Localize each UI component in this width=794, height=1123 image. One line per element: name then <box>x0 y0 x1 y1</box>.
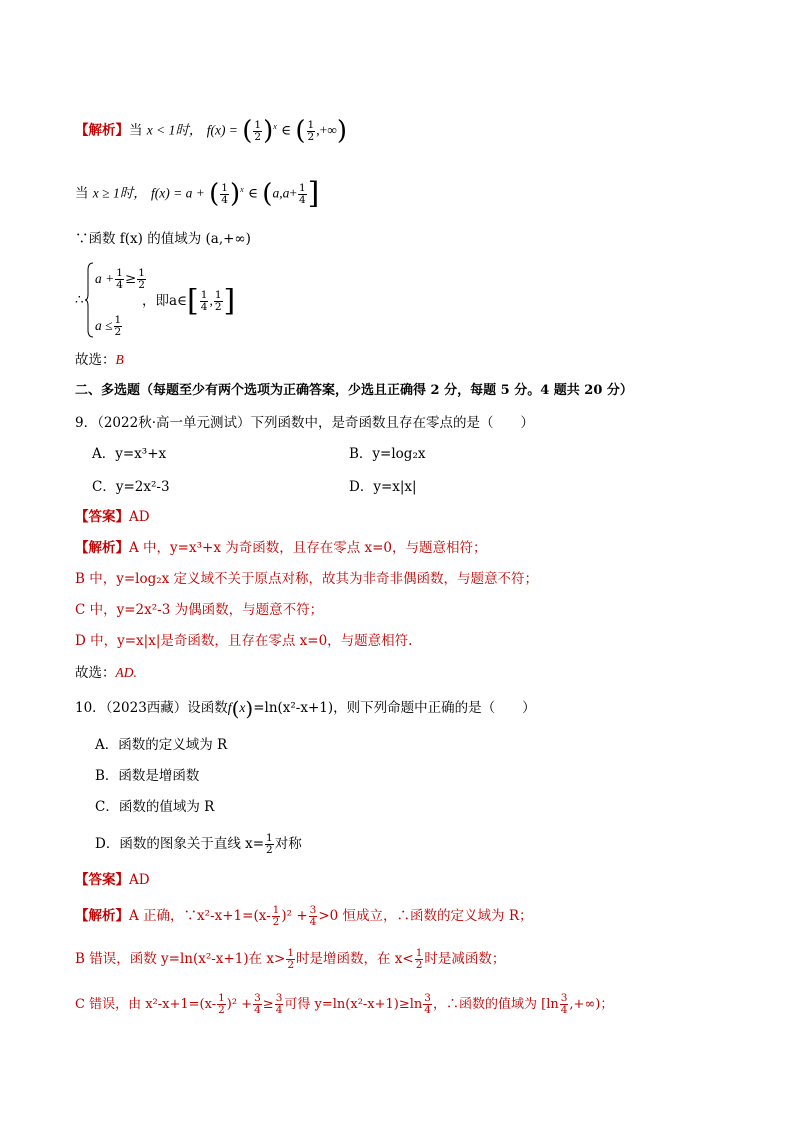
system-row-1: a + $\frac{1}{4}$ ≥ $\frac{1}{2}$ <box>95 267 145 291</box>
q10-solution-a: 【解析】A 正确，∵x²-x+1=(x- $\frac{1}{2}$ )² + $\frac{3}{4}$ >0 恒成立，∴函数的定义域为 R； <box>75 904 533 928</box>
q8-solution-line-3: ∵函数 f(x) 的值域为 (a,+∞) <box>75 231 251 247</box>
q9-solution-d: D 中，y=x|x|是奇函数，且存在零点 x=0，与题意相符. <box>75 633 413 649</box>
q9-option-d: D．y=x|x| <box>349 479 417 495</box>
q9-stem: 9．（2022秋·高一单元测试）下列函数中，是奇函数且存在零点的是（ ） <box>75 415 534 431</box>
q8-solution-line-1: 【解析】当 x < 1时， f(x) = ( $\frac{1}{2}$ )$^x$ ∈ ( $\frac{1}{2}$ ,+∞) <box>75 116 347 146</box>
q10-solution-c: C 错误，由 x²-x+1=(x- $\frac{1}{2}$ )² + $\frac{3}{4}$ ≥ $\frac{3}{4}$ 可得 y=ln(x²-x+1)≥ln $\frac{3}{4}$ ，∴函数的值域为 [ln $\frac{3}{4}$ ,+∞)； <box>75 992 614 1016</box>
q10-option-a: A．函数的定义域为 R <box>95 737 228 753</box>
solution-label: 【解析】 <box>75 122 129 139</box>
q9-option-c: C．y=2x²-3 <box>92 479 170 495</box>
q9-option-b: B．y=log₂x <box>349 446 426 462</box>
section-2-heading: 二、多选题（每题至少有两个选项为正确答案，少选且正确得 2 分，每题 5 分。4 题共 20 分） <box>75 383 633 398</box>
q8-choose: 故选：B <box>75 352 124 368</box>
q9-option-a: A．y=x³+x <box>92 446 167 462</box>
q8-l1-in: ∈ <box>281 122 292 139</box>
q10-option-b: B．函数是增函数 <box>95 768 200 784</box>
q8-l2-cond: x ≥ 1时， <box>92 185 147 201</box>
left-brace <box>84 262 94 338</box>
q10-solution-b: B 错误，函数 y=ln(x²-x+1)在 x> $\frac{1}{2}$ 时是增函数，在 x< $\frac{1}{2}$ 时是减函数； <box>75 947 506 971</box>
system-conclusion: ，即a∈[ $\frac{1}{4}$ , $\frac{1}{2}$ ] <box>142 283 236 319</box>
q8-solution-line-2: 当 x ≥ 1时， f(x) = a + ( $\frac{1}{4}$ )$^x$ ∈ (a,a+ $\frac{1}{4}$ ] <box>75 176 320 211</box>
q8-l1-f: f(x) = <box>206 122 238 138</box>
q8-l1-text: 当 <box>129 122 143 139</box>
system-row-2: a ≤ $\frac{1}{2}$ <box>95 314 122 338</box>
q8-l2-text: 当 <box>75 185 89 202</box>
fraction-half: $\frac{1}{2}$ <box>254 118 262 143</box>
q8-l2-in: ∈ <box>248 185 258 202</box>
q9-solution-a: 【解析】A 中，y=x³+x 为奇函数，且存在零点 x=0，与题意相符； <box>75 540 487 556</box>
q9-solution-c: C 中，y=2x²-3 为偶函数，与题意不符； <box>75 602 324 618</box>
q10-option-c: C．函数的值域为 R <box>95 799 215 815</box>
q9-answer: 【答案】AD <box>75 509 150 525</box>
q9-choose: 故选：AD. <box>75 665 137 681</box>
therefore-symbol: ∴ <box>75 292 84 308</box>
q9-solution-b: B 中，y=log₂x 定义域不关于原点对称，故其为非奇非偶函数，与题意不符； <box>75 571 539 587</box>
q8-l1-cond: x < 1时， <box>146 122 203 138</box>
q10-stem: 10．（2023西藏）设函数f(x)=ln(x²-x+1)，则下列命题中正确的是（ ） <box>75 696 536 721</box>
q10-option-d: D．函数的图象关于直线 x= $\frac{1}{2}$ 对称 <box>95 832 302 856</box>
q8-l2-f: f(x) = a + <box>151 185 205 201</box>
q10-answer: 【答案】AD <box>75 872 150 888</box>
